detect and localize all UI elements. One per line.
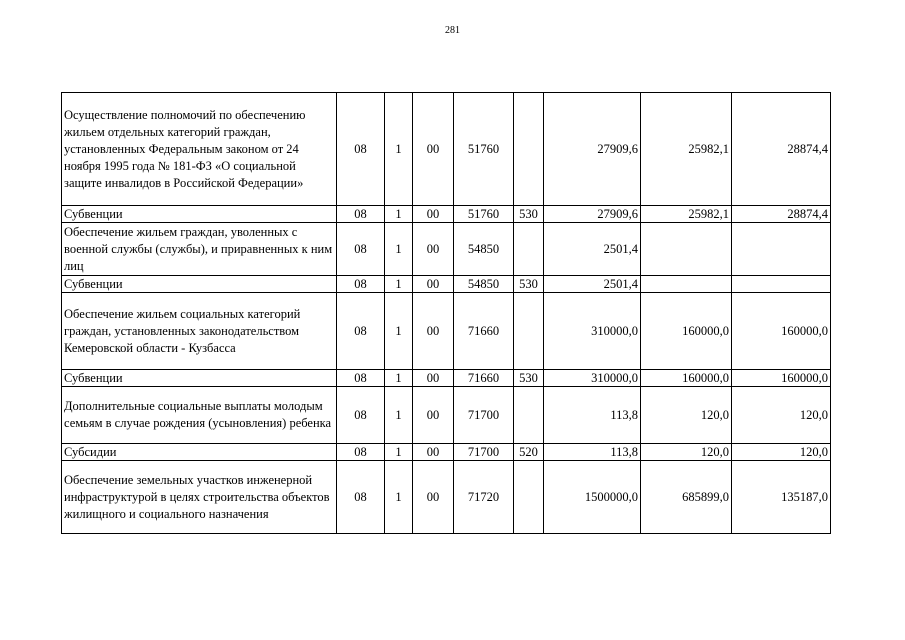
expense-type: 530	[514, 276, 544, 293]
subsection-code: 1	[385, 93, 413, 206]
expense-type: 520	[514, 444, 544, 461]
value-year-3	[732, 276, 831, 293]
value-year-1: 27909,6	[544, 93, 641, 206]
group-code: 00	[413, 444, 454, 461]
row-name: Обеспечение жильем социальных категорий граждан, установленных законодательством Кемеровской области - Кузбасса	[62, 293, 337, 370]
expense-type: 530	[514, 206, 544, 223]
value-year-2: 160000,0	[641, 370, 732, 387]
target-code: 51760	[454, 206, 514, 223]
row-name: Осуществление полномочий по обеспечению жильем отдельных категорий граждан, установленных Федеральным законом от 24 ноября 1995 года № 181-ФЗ «О социальной защите инвалидов в Российской Федерации»	[62, 93, 337, 206]
table-row	[62, 444, 831, 461]
subsection-code: 1	[385, 461, 413, 534]
value-year-2: 25982,1	[641, 93, 732, 206]
row-name: Субвенции	[62, 276, 337, 293]
target-code: 71700	[454, 387, 514, 444]
group-code: 00	[413, 276, 454, 293]
value-year-3: 160000,0	[732, 370, 831, 387]
section-code: 08	[337, 276, 385, 293]
group-code: 00	[413, 206, 454, 223]
value-year-1: 2501,4	[544, 223, 641, 276]
page-number: 281	[445, 25, 460, 36]
target-code: 71700	[454, 444, 514, 461]
section-code: 08	[337, 93, 385, 206]
table-row	[62, 276, 831, 293]
section-code: 08	[337, 223, 385, 276]
value-year-3: 28874,4	[732, 206, 831, 223]
target-code: 51760	[454, 93, 514, 206]
table-row	[62, 223, 831, 276]
section-code: 08	[337, 444, 385, 461]
section-code: 08	[337, 461, 385, 534]
value-year-2: 685899,0	[641, 461, 732, 534]
value-year-2: 120,0	[641, 444, 732, 461]
value-year-2: 120,0	[641, 387, 732, 444]
group-code: 00	[413, 370, 454, 387]
target-code: 71720	[454, 461, 514, 534]
row-name: Обеспечение земельных участков инженерной инфраструктурой в целях строительства объектов жилищного и социального назначения	[62, 461, 337, 534]
group-code: 00	[413, 223, 454, 276]
value-year-1: 1500000,0	[544, 461, 641, 534]
table-row	[62, 461, 831, 534]
value-year-2: 160000,0	[641, 293, 732, 370]
subsection-code: 1	[385, 223, 413, 276]
table-row	[62, 387, 831, 444]
section-code: 08	[337, 293, 385, 370]
group-code: 00	[413, 93, 454, 206]
value-year-2: 25982,1	[641, 206, 732, 223]
table-row	[62, 206, 831, 223]
expense-type: 530	[514, 370, 544, 387]
value-year-2	[641, 223, 732, 276]
subsection-code: 1	[385, 206, 413, 223]
expense-type	[514, 93, 544, 206]
target-code: 71660	[454, 293, 514, 370]
subsection-code: 1	[385, 276, 413, 293]
section-code: 08	[337, 206, 385, 223]
table-row	[62, 293, 831, 370]
row-name: Обеспечение жильем граждан, уволенных с военной службы (службы), и приравненных к ним лиц	[62, 223, 337, 276]
target-code: 54850	[454, 223, 514, 276]
section-code: 08	[337, 387, 385, 444]
value-year-1: 2501,4	[544, 276, 641, 293]
value-year-3: 135187,0	[732, 461, 831, 534]
group-code: 00	[413, 293, 454, 370]
value-year-3	[732, 223, 831, 276]
value-year-1: 113,8	[544, 387, 641, 444]
expense-type	[514, 387, 544, 444]
group-code: 00	[413, 387, 454, 444]
subsection-code: 1	[385, 444, 413, 461]
value-year-1: 113,8	[544, 444, 641, 461]
target-code: 54850	[454, 276, 514, 293]
table-row	[62, 93, 831, 206]
expense-type	[514, 223, 544, 276]
row-name: Субвенции	[62, 206, 337, 223]
expense-type	[514, 461, 544, 534]
group-code: 00	[413, 461, 454, 534]
subsection-code: 1	[385, 370, 413, 387]
subsection-code: 1	[385, 387, 413, 444]
budget-table	[61, 92, 831, 534]
expense-type	[514, 293, 544, 370]
table-row	[62, 370, 831, 387]
value-year-3: 120,0	[732, 387, 831, 444]
value-year-3: 160000,0	[732, 293, 831, 370]
target-code: 71660	[454, 370, 514, 387]
value-year-3: 120,0	[732, 444, 831, 461]
row-name: Дополнительные социальные выплаты молодым семьям в случае рождения (усыновления) ребенка	[62, 387, 337, 444]
value-year-2	[641, 276, 732, 293]
row-name: Субвенции	[62, 370, 337, 387]
subsection-code: 1	[385, 293, 413, 370]
value-year-1: 310000,0	[544, 370, 641, 387]
value-year-3: 28874,4	[732, 93, 831, 206]
value-year-1: 27909,6	[544, 206, 641, 223]
section-code: 08	[337, 370, 385, 387]
row-name: Субсидии	[62, 444, 337, 461]
value-year-1: 310000,0	[544, 293, 641, 370]
